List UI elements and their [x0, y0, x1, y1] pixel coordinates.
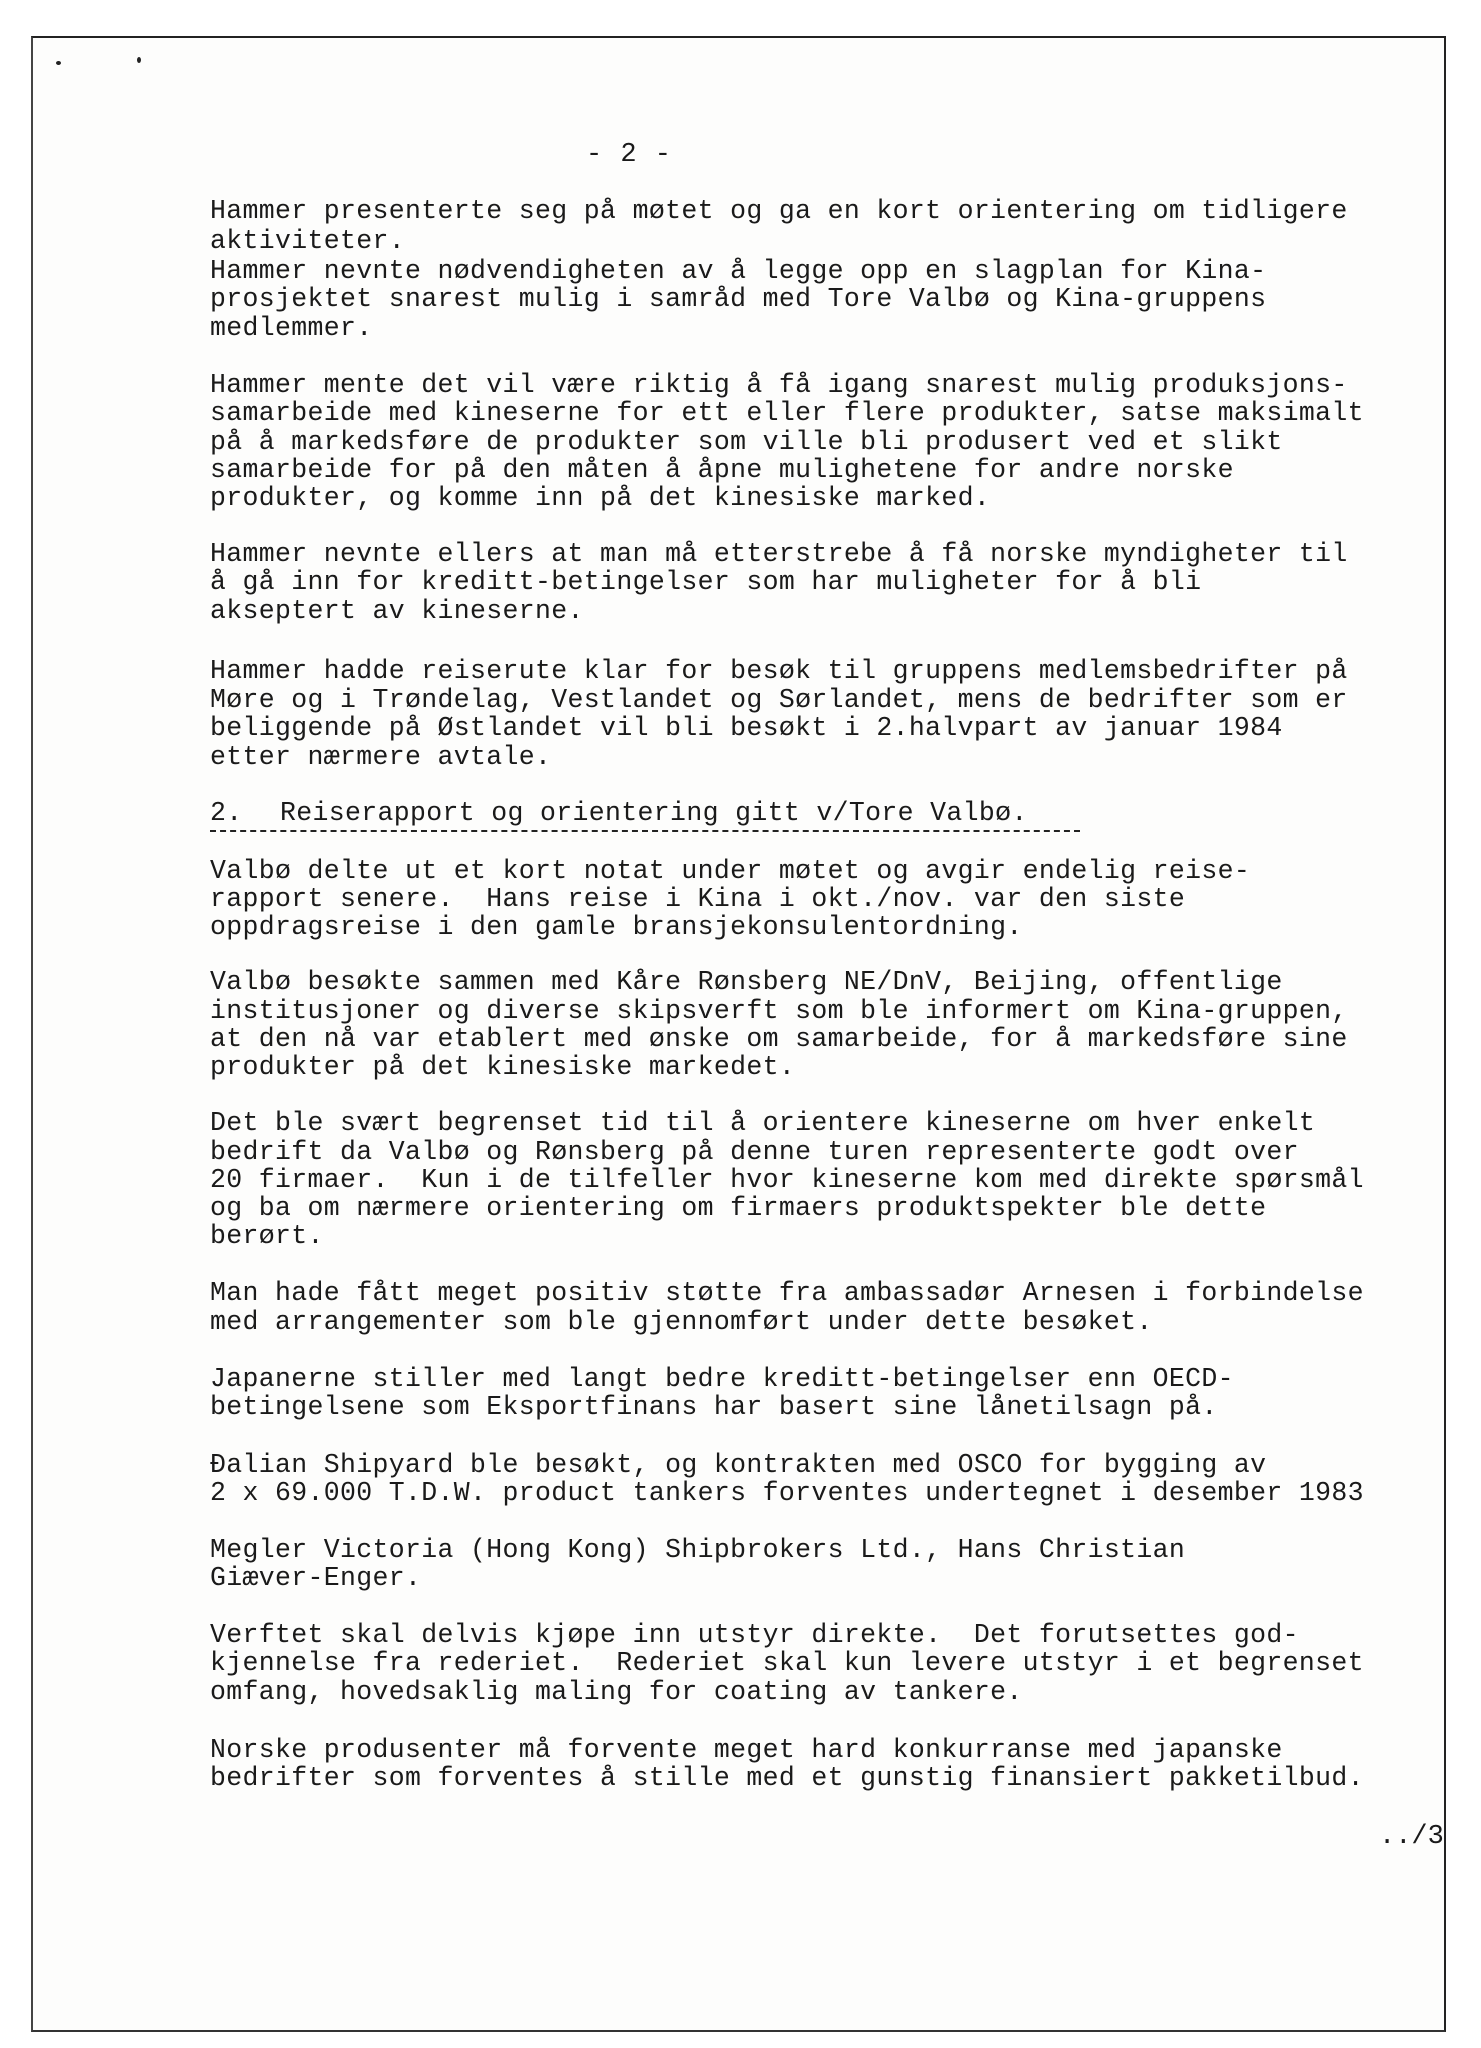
text-line: berørt. — [210, 1221, 324, 1251]
text-line: å gå inn for kreditt-betingelser som har muligheter for å bli — [210, 567, 1202, 597]
text-line: Giæver-Enger. — [210, 1563, 422, 1593]
continuation-marker: ../3 — [1379, 1822, 1444, 1852]
heading-underline — [210, 830, 1080, 832]
text-line: prosjektet snarest mulig i samråd med Tore Valbø og Kina-gruppens — [210, 284, 1267, 314]
text-line: Megler Victoria (Hong Kong) Shipbrokers Ltd., Hans Christian — [210, 1535, 1186, 1565]
text-line: betingelsene som Eksportfinans har basert sine lånetilsagn på. — [210, 1392, 1218, 1422]
text-line: Man hade fått meget positiv støtte fra ambassadør Arnesen i forbindelse — [210, 1278, 1364, 1308]
section-heading — [210, 798, 1028, 828]
text-line: 2 x 69.000 T.D.W. product tankers forventes undertegnet i desember 1983 — [210, 1478, 1364, 1508]
margin-speck — [56, 61, 61, 65]
text-line: produkter på det kinesiske markedet. — [210, 1052, 796, 1082]
text-line: Møre og i Trøndelag, Vestlandet og Sørlandet, mens de bedrifter som er — [210, 685, 1348, 715]
text-line: Hammer nevnte ellers at man må etterstrebe å få norske myndigheter til — [210, 539, 1348, 569]
text-line: Norske produsenter må forvente meget hard konkurranse med japanske — [210, 1735, 1283, 1765]
text-line: Valbø besøkte sammen med Kåre Rønsberg NE/DnV, Beijing, offentlige — [210, 967, 1283, 997]
text-line: Hammer hadde reiserute klar for besøk til gruppens medlemsbedrifter på — [210, 656, 1348, 686]
text-line: produkter, og komme inn på det kinesiske marked. — [210, 483, 991, 513]
text-line: oppdragsreise i den gamle bransjekonsulentordning. — [210, 912, 1023, 942]
text-line: og ba om nærmere orientering om firmaers produktspekter ble dette — [210, 1193, 1267, 1223]
text-line: 20 firmaer. Kun i de tilfeller hvor kineserne kom med direkte spørsmål — [210, 1165, 1364, 1195]
text-line: kjennelse fra rederiet. Rederiet skal kun levere utstyr i et begrenset — [210, 1648, 1364, 1678]
text-line: Hammer mente det vil være riktig å få igang snarest mulig produksjons- — [210, 370, 1348, 400]
text-line: bedrift da Valbø og Rønsberg på denne turen representerte godt over — [210, 1137, 1299, 1167]
text-line: Valbø delte ut et kort notat under møtet og avgir endelig reise- — [210, 856, 1251, 886]
text-line: at den nå var etablert med ønske om samarbeide, for å markedsføre sine — [210, 1024, 1348, 1054]
text-line: med arrangementer som ble gjennomført under dette besøket. — [210, 1307, 1153, 1337]
text-line: etter nærmere avtale. — [210, 742, 552, 772]
text-line: institusjoner og diverse skipsverft som ble informert om Kina-gruppen, — [210, 996, 1348, 1026]
text-line: omfang, hovedsaklig maling for coating av tankere. — [210, 1677, 1023, 1707]
text-line: Det ble svært begrenset tid til å orientere kineserne om hver enkelt — [210, 1108, 1316, 1138]
text-line: på å markedsføre de produkter som ville bli produsert ved et slikt — [210, 427, 1283, 457]
text-line: Verftet skal delvis kjøpe inn utstyr direkte. Det forutsettes god- — [210, 1620, 1299, 1650]
text-line: bedrifter som forventes å stille med et gunstig finansiert pakketilbud. — [210, 1763, 1364, 1793]
margin-speck — [137, 57, 141, 63]
text-line: medlemmer. — [210, 313, 373, 343]
text-line: Hammer presenterte seg på møtet og ga en kort orientering om tidligere — [210, 196, 1348, 226]
text-line: Đalian Shipyard ble besøkt, og kontrakten med OSCO for bygging av — [210, 1450, 1267, 1480]
section-number: 2. — [210, 798, 243, 828]
text-line: beliggende på Østlandet vil bli besøkt i 2.halvpart av januar 1984 — [210, 713, 1283, 743]
text-line: samarbeide med kineserne for ett eller flere produkter, satse maksimalt — [210, 398, 1364, 428]
text-line: Hammer nevnte nødvendigheten av å legge opp en slagplan for Kina- — [210, 256, 1267, 286]
page-number: - 2 - — [586, 140, 673, 170]
text-line: Japanerne stiller med langt bedre kreditt-betingelser enn OECD- — [210, 1364, 1234, 1394]
text-line: aktiviteter. — [210, 226, 406, 256]
text-line: akseptert av kineserne. — [210, 596, 584, 626]
text-line: rapport senere. Hans reise i Kina i okt./nov. var den siste — [210, 884, 1186, 914]
section-title: Reiserapport og orientering gitt v/Tore Valbø. — [280, 798, 1028, 828]
text-line: samarbeide for på den måten å åpne mulighetene for andre norske — [210, 455, 1234, 485]
